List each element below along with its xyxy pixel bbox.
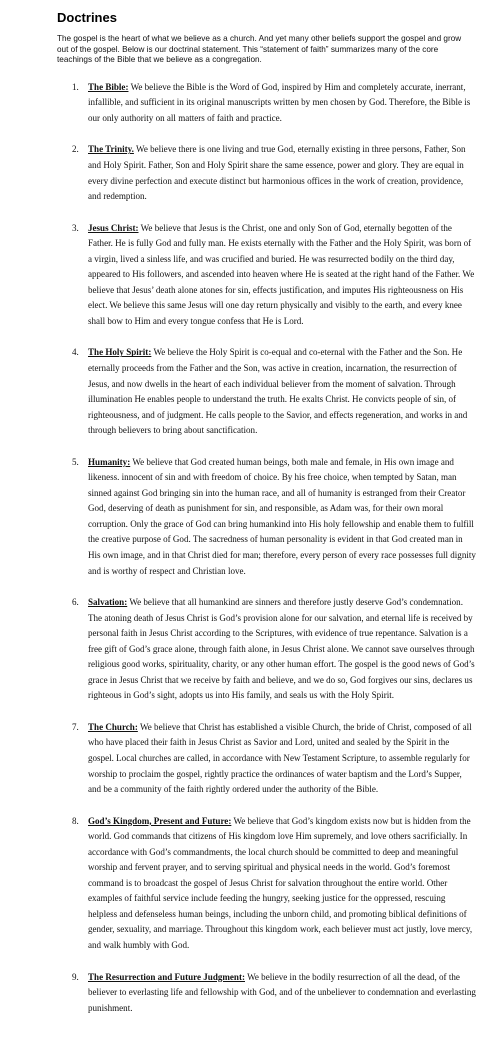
doctrine-item-humanity [72, 455, 476, 579]
item-number: 3. [72, 222, 79, 233]
item-number: 7. [72, 721, 79, 732]
item-text: We believe in the bodily resurrection of all the dead, of the believer to everlasting life and fellowship with God, and of the unbeliever to condemnation and everlasting punishment. [88, 971, 476, 1013]
item-term: The Bible: [88, 81, 129, 92]
item-term: Jesus Christ: [88, 222, 139, 233]
item-number: 1. [72, 81, 79, 92]
item-term: God’s Kingdom, Present and Future: [88, 815, 232, 826]
item-text: We believe that God’s kingdom exists now but is hidden from the world. God commands that citizens of His kingdom love Him supremely, and love others sacrificially. In accordance with God’s commandments, the local church should be committed to deep and meaningful worship and fervent prayer, and to serving spiritual and physical needs in the world. God’s foremost command is to broadcast the gospel of Jesus Christ for salvation throughout the entire world. Other examples of faithful service include feeding the hungry, seeking justice for the oppressed, rescuing helpless and defenseless human beings, including the unborn child, and promoting biblical definitions of gender, sexuality, and marriage. Throughout this kingdom work, each believer must act justly, love mercy, and walk humbly with God. [88, 815, 473, 951]
doctrine-item-trinity [72, 142, 476, 204]
item-number: 2. [72, 144, 79, 155]
item-number: 9. [72, 971, 79, 982]
doctrine-item-kingdom [72, 814, 476, 954]
doctrine-item-salvation [72, 595, 476, 704]
doctrine-item-bible [72, 80, 476, 127]
item-number: 5. [72, 456, 79, 467]
item-number: 8. [72, 815, 79, 826]
doctrine-list [57, 80, 476, 1016]
item-text: We believe the Holy Spirit is co-equal and co-eternal with the Father and the Son. He eternally proceeds from the Father and the Son, was active in creation, incarnation, the resurrection of Jesus, and now dwells in the heart of each individual believer from the moment of salvation. Through illumination He enables people to understand the truth. He exalts Christ. He convicts people of sin, of righteousness, and of judgment. He calls people to the Savior, and effects regeneration, and works in and through believers to bring about sanctification. [88, 347, 468, 436]
item-text: We believe that Christ has established a visible Church, the bride of Christ, composed of all who have placed their faith in Jesus Christ as Savior and Lord, united and sealed by the Spirit in the gospel. Local churches are called, in accordance with New Testament Scripture, to assemble regularly for worship to proclaim the gospel, rightly practice the ordinances of water baptism and the Lord’s Supper, and be a community of the faith rightly ordered under the authority of the Bible. [88, 721, 472, 795]
item-term: Humanity: [88, 456, 131, 467]
item-text: We believe that all humankind are sinners and therefore justly deserve God’s condemnation. The atoning death of Jesus Christ is God’s provision alone for our salvation, and eternal life is received by personal faith in Jesus Christ according to the Scriptures, with evidence of true repentance. Salvation is a free gift of God’s grace alone, through faith alone, in Jesus Christ alone. We cannot save ourselves through religious good works, spirituality, charity, or any other human effort. The gospel is the good news of God’s grace in Jesus Christ that we receive by faith and believe, and we do so, God forgives our sins, declares us righteous in God’s sight, adopts us into His family, and seals us with the Holy Spirit. [88, 597, 475, 701]
item-number: 6. [72, 597, 79, 608]
item-number: 4. [72, 347, 79, 358]
item-text: We believe that Jesus is the Christ, one and only Son of God, eternally begotten of the Father. He is fully God and fully man. He exists eternally with the Father and the Holy Spirit, was born of a virgin, lived a sinless life, and was crucified and buried. He was resurrected bodily on the third day, appeared to His followers, and ascended into heaven where He is seated at the right hand of the Father. We believe that Jesus’ death alone atones for sin, effects justification, and imputes His righteousness on His elect. We believe this same Jesus will one day return physically and visibly to the earth, and every knee shall bow to Him and every tongue confess that He is Lord. [88, 222, 475, 326]
item-term: Salvation: [88, 597, 128, 608]
item-text: We believe the Bible is the Word of God, inspired by Him and completely accurate, inerrant, infallible, and sufficient in its original manuscripts written by men chosen by God. Therefore, the Bible is our only authority on all matters of faith and practice. [88, 81, 471, 123]
doctrine-item-holy-spirit [72, 345, 476, 438]
intro-paragraph: The gospel is the heart of what we believe as a church. And yet many other beliefs support the gospel and grow out of the gospel. Below is our doctrinal statement. This “statement of faith” summarizes many of the core teachings of the Bible that we believe as a congregation. [57, 34, 462, 65]
item-term: The Resurrection and Future Judgment: [88, 971, 245, 982]
doctrine-item-resurrection [72, 970, 476, 1017]
doctrine-item-jesus-christ [72, 221, 476, 330]
item-term: The Church: [88, 721, 138, 732]
item-term: The Holy Spirit: [88, 347, 152, 358]
item-text: We believe there is one living and true God, eternally existing in three persons, Father, Son and Holy Spirit. Father, Son and Holy Spirit share the same essence, power and glory. They are equal in every divine perfection and execute distinct but harmonious offices in the work of creation, providence, and redemption. [88, 144, 466, 202]
page-title: Doctrines [57, 10, 117, 25]
item-text: We believe that God created human beings, both male and female, in His own image and likeness. innocent of sin and with freedom of choice. By his free choice, when tempted by Satan, man sinned against God bringing sin into the human race, and all of humanity is estranged from their Creator God, deserving of death as punishment for sin, and responsible, as Adam was, for their own moral corruption. Only the grace of God can bring humankind into His holy fellowship and enable them to fulfill the creative purpose of God. The sacredness of human personality is evident in that God created man in His own image, and in that Christ died for man; therefore, every person of every race possesses full dignity and is worthy of respect and Christian love. [88, 456, 476, 576]
item-term: The Trinity. [88, 144, 134, 155]
doctrine-item-church [72, 720, 476, 798]
